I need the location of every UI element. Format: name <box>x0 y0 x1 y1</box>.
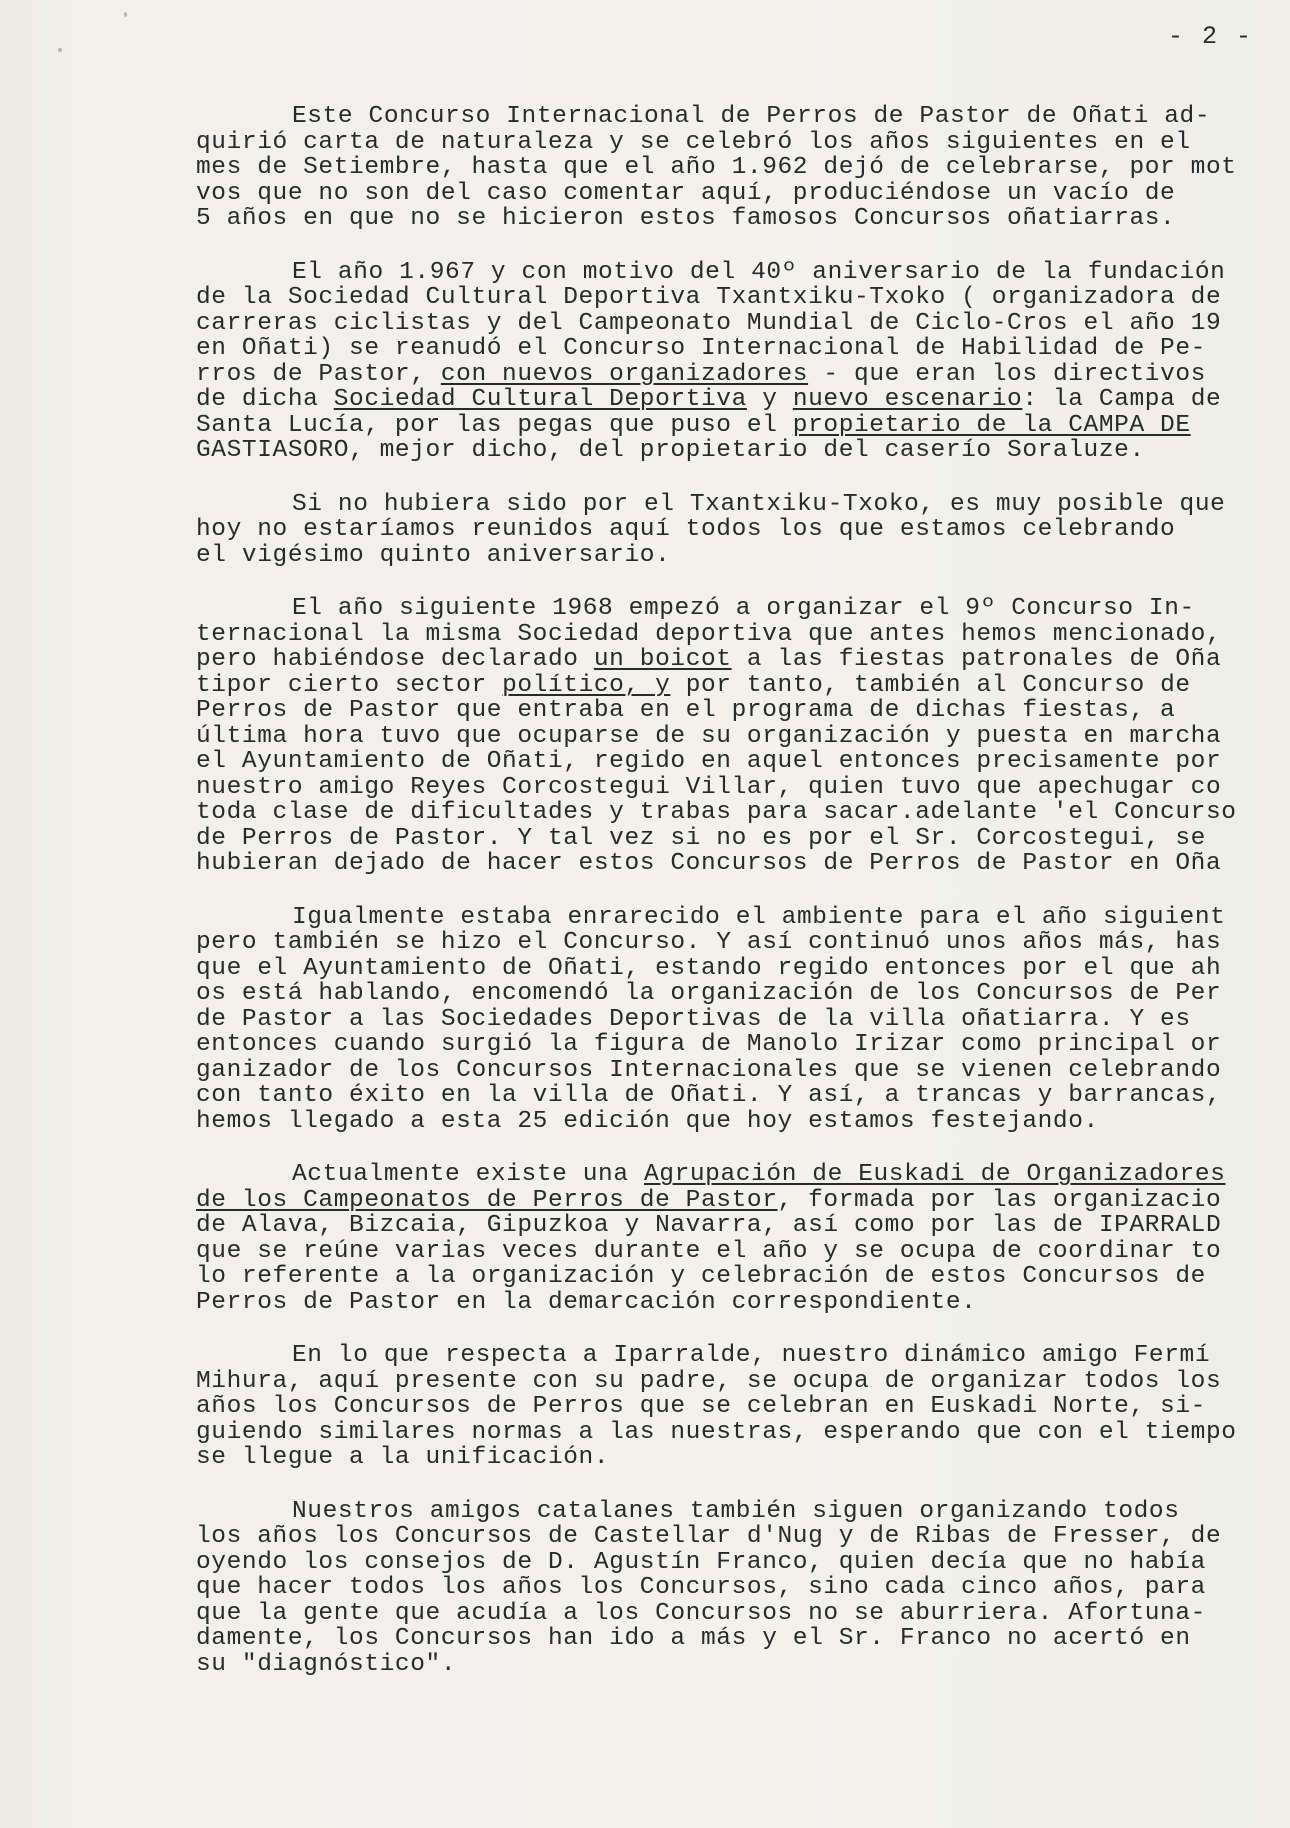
text-segment: Perros de Pastor en la demarcación correspondiente. <box>196 1288 977 1316</box>
text-line <box>196 1394 1290 1420</box>
text-line <box>196 775 1290 801</box>
text-line <box>196 1213 1290 1239</box>
text-line <box>196 1083 1290 1109</box>
underlined-text: propietario de la CAMPA DE <box>792 411 1191 439</box>
underlined-text: nuevo escenario <box>792 386 1023 413</box>
paragraph <box>196 104 1290 232</box>
text-line <box>196 1032 1290 1058</box>
text-line <box>196 1626 1290 1652</box>
text-segment: Este Concurso Internacional de Perros de Pastor de Oñati ad- <box>292 104 1211 130</box>
text-segment: entonces cuando surgió la figura de Manolo Irizar como principal or <box>196 1031 1222 1058</box>
text-line <box>196 1445 1290 1471</box>
text-line <box>196 596 1290 622</box>
text-line <box>196 543 1290 569</box>
paragraph <box>196 905 1290 1135</box>
text-line <box>196 826 1290 852</box>
paragraph <box>196 596 1290 877</box>
text-line <box>196 1499 1290 1525</box>
underlined-text: político, y <box>502 671 671 699</box>
text-segment: que la gente que acudía a los Concursos no se aburriera. Afortuna- <box>196 1599 1206 1627</box>
text-segment: carreras ciclistas y del Campeonato Mundial de Ciclo-Cros el año 19 <box>196 309 1222 337</box>
text-segment: de la Sociedad Cultural Deportiva Txantxiku-Txoko ( organizadora de <box>196 284 1222 311</box>
text-line <box>196 905 1290 931</box>
text-segment: Igualmente estaba enrarecido el ambiente para el año siguient <box>292 903 1226 931</box>
text-line <box>196 413 1290 439</box>
paragraph <box>196 260 1290 464</box>
text-line <box>196 1058 1290 1084</box>
text-segment: a las fiestas patronales de Oña <box>731 646 1222 673</box>
text-line <box>196 1109 1290 1135</box>
text-line <box>196 387 1290 413</box>
text-line <box>196 104 1290 130</box>
text-line <box>196 362 1290 388</box>
text-segment: quirió carta de naturaleza y se celebró los años siguientes en el <box>196 128 1191 156</box>
text-segment: El año 1.967 y con motivo del 40º aniversario de la fundación <box>292 258 1226 286</box>
text-line <box>196 1343 1290 1369</box>
text-segment: damente, los Concursos han ido a más y el Sr. Franco no acertó en <box>196 1625 1191 1652</box>
text-line <box>196 1575 1290 1601</box>
text-segment: por tanto, también al Concurso de <box>670 671 1191 699</box>
text-line <box>196 155 1290 181</box>
text-segment: Santa Lucía, por las pegas que puso el <box>196 411 793 439</box>
text-segment: hoy no estaríamos reunidos aquí todos los que estamos celebrando <box>196 516 1176 543</box>
text-segment: última hora tuvo que ocuparse de su organización y puesta en marcha <box>196 722 1222 750</box>
text-segment: años los Concursos de Perros que se celebran en Euskadi Norte, si- <box>196 1393 1206 1420</box>
text-line <box>196 1290 1290 1316</box>
page-number: - 2 - <box>1168 22 1254 51</box>
text-line <box>196 1264 1290 1290</box>
text-segment: de Pastor a las Sociedades Deportivas de la villa oñatiarra. Y es <box>196 1005 1191 1033</box>
text-segment: Perros de Pastor que entraba en el programa de dichas fiestas, a <box>196 697 1176 724</box>
text-line <box>196 749 1290 775</box>
text-line <box>196 1188 1290 1214</box>
text-segment: : la Campa de <box>1022 386 1222 413</box>
text-line <box>196 311 1290 337</box>
text-line <box>196 1007 1290 1033</box>
text-line <box>196 517 1290 543</box>
text-segment: os está hablando, encomendó la organización de los Concursos de Per <box>196 980 1222 1007</box>
text-line <box>196 930 1290 956</box>
text-line <box>196 981 1290 1007</box>
text-segment: con tanto éxito en la villa de Oñati. Y así, a trancas y barrancas, <box>196 1082 1222 1109</box>
underlined-text: con nuevos organizadores <box>440 360 809 388</box>
text-segment: pero habiéndose declarado <box>196 646 594 673</box>
text-segment: hemos llegado a esta 25 edición que hoy estamos festejando. <box>196 1107 1099 1135</box>
text-segment: los años los Concursos de Castellar d'Nug y de Ribas de Fresser, de <box>196 1523 1222 1550</box>
text-segment: toda clase de dificultades y trabas para sacar.adelante 'el Concurso <box>196 799 1237 826</box>
text-segment: ganizador de los Concursos Internacionales que se vienen celebrando <box>196 1056 1222 1084</box>
text-line <box>196 673 1290 699</box>
text-segment: hubieran dejado de hacer estos Concursos de Perros de Pastor en Oña <box>196 850 1222 877</box>
text-segment: En lo que respecta a Iparralde, nuestro dinámico amigo Fermí <box>292 1342 1211 1369</box>
text-line <box>196 622 1290 648</box>
text-segment: tipor cierto sector <box>196 671 503 699</box>
text-segment: su "diagnóstico". <box>196 1650 457 1678</box>
underlined-text: de los Campeonatos de Perros de Pastor <box>196 1186 778 1214</box>
text-line <box>196 1239 1290 1265</box>
text-line <box>196 698 1290 724</box>
text-segment: lo referente a la organización y celebración de estos Concursos de <box>196 1263 1206 1290</box>
text-segment: en Oñati) se reanudó el Concurso Internacional de Habilidad de Pe- <box>196 335 1206 362</box>
text-line <box>196 206 1290 232</box>
text-line <box>196 260 1290 286</box>
text-line <box>196 724 1290 750</box>
text-segment: y <box>746 386 793 413</box>
text-line <box>196 1550 1290 1576</box>
paragraph <box>196 1162 1290 1315</box>
text-segment: el Ayuntamiento de Oñati, regido en aquel entonces precisamente por <box>196 748 1222 775</box>
text-line <box>196 1420 1290 1446</box>
text-segment: nuestro amigo Reyes Corcostegui Villar, quien tuvo que apechugar co <box>196 773 1222 801</box>
text-segment: vos que no son del caso comentar aquí, produciéndose un vacío de <box>196 179 1176 207</box>
text-line <box>196 438 1290 464</box>
text-segment: Mihura, aquí presente con su padre, se ocupa de organizar todos los <box>196 1367 1222 1395</box>
text-line <box>196 1524 1290 1550</box>
text-segment: de dicha <box>196 386 334 413</box>
text-segment: Si no hubiera sido por el Txantxiku-Txoko, es muy posible que <box>292 490 1226 518</box>
text-line <box>196 851 1290 877</box>
text-segment: que se reúne varias veces durante el año y se ocupa de coordinar to <box>196 1237 1222 1265</box>
text-segment: pero también se hizo el Concurso. Y así continuó unos años más, has <box>196 929 1222 956</box>
text-line <box>196 1162 1290 1188</box>
text-line <box>196 647 1290 673</box>
underlined-text: Sociedad Cultural Deportiva <box>333 386 747 413</box>
text-segment: , formada por las organizacio <box>777 1186 1222 1214</box>
text-segment: mes de Setiembre, hasta que el año 1.962 dejó de celebrarse, por mot <box>196 154 1237 181</box>
paper-speck <box>58 48 62 52</box>
body-text <box>196 104 1290 1705</box>
text-line <box>196 1652 1290 1678</box>
text-segment: Nuestros amigos catalanes también siguen organizando todos <box>292 1497 1180 1525</box>
text-segment: GASTIASORO, mejor dicho, del propietario del caserío Soraluze. <box>196 437 1145 464</box>
underlined-text: un boicot <box>593 646 732 673</box>
text-segment: ternacional la misma Sociedad deportiva que antes hemos mencionado, <box>196 620 1222 648</box>
text-segment: de Perros de Pastor. Y tal vez si no es por el Sr. Corcostegui, se <box>196 824 1206 852</box>
text-segment: de Alava, Bizcaia, Gipuzkoa y Navarra, así como por las de IPARRALD <box>196 1212 1222 1239</box>
text-line <box>196 1601 1290 1627</box>
text-segment: el vigésimo quinto aniversario. <box>196 541 671 569</box>
paragraph <box>196 1499 1290 1678</box>
text-segment: se llegue a la unificación. <box>196 1444 610 1471</box>
paper-speck <box>124 12 127 17</box>
text-line <box>196 285 1290 311</box>
text-segment: Actualmente existe una <box>292 1161 644 1188</box>
text-segment: rros de Pastor, <box>196 360 441 388</box>
text-line <box>196 492 1290 518</box>
text-segment: oyendo los consejos de D. Agustín Franco, quien decía que no había <box>196 1548 1206 1576</box>
text-segment: - que eran los directivos <box>808 360 1206 388</box>
text-line <box>196 1369 1290 1395</box>
paragraph <box>196 492 1290 569</box>
text-line <box>196 800 1290 826</box>
text-line <box>196 336 1290 362</box>
text-line <box>196 130 1290 156</box>
text-segment: El año siguiente 1968 empezó a organizar el 9º Concurso In- <box>292 595 1195 622</box>
text-segment: guiendo similares normas a las nuestras, esperando que con el tiempo <box>196 1418 1237 1446</box>
text-segment: que hacer todos los años los Concursos, sino cada cinco años, para <box>196 1574 1206 1601</box>
text-line <box>196 181 1290 207</box>
text-line <box>196 956 1290 982</box>
paragraph <box>196 1343 1290 1471</box>
underlined-text: Agrupación de Euskadi de Organizadores <box>643 1161 1226 1188</box>
text-segment: que el Ayuntamiento de Oñati, estando regido entonces por el que ah <box>196 954 1222 982</box>
text-segment: 5 años en que no se hicieron estos famosos Concursos oñatiarras. <box>196 205 1176 232</box>
